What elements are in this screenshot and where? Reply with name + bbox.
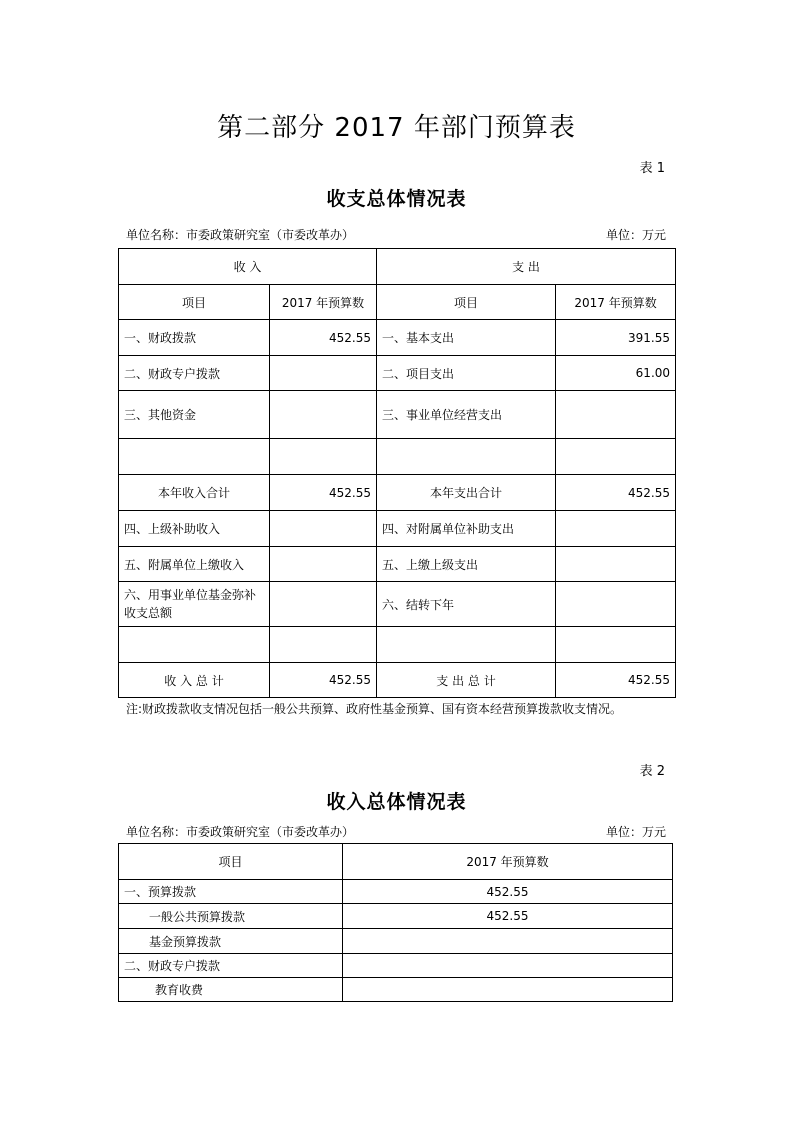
table-row (119, 547, 676, 582)
summary-value (343, 978, 673, 1002)
item-header: 项目 (119, 844, 343, 880)
table-row (119, 475, 676, 511)
income-value (270, 547, 377, 582)
expense-value (556, 391, 676, 439)
table-row (119, 356, 676, 391)
income-value (270, 356, 377, 391)
income-item: 三、其他资金 (119, 391, 270, 439)
summary-item: 教育收费 (119, 978, 343, 1002)
table2-label: 表 2 (639, 764, 665, 779)
income-expense-table (118, 248, 676, 698)
income-item: 二、财政专户拨款 (119, 356, 270, 391)
summary-value: 452.55 (343, 880, 673, 904)
expense-total-value: 452.55 (556, 663, 676, 698)
income-item: 六、用事业单位基金弥补收支总额 (119, 582, 270, 627)
income-budget-header: 2017 年预算数 (270, 285, 377, 320)
summary-item: 二、财政专户拨款 (119, 954, 343, 978)
summary-item: 一般公共预算拨款 (119, 904, 343, 929)
table-row (119, 391, 676, 439)
table-row (119, 929, 673, 954)
expense-value (556, 582, 676, 627)
expense-value (556, 547, 676, 582)
expense-header: 支 出 (377, 249, 676, 285)
income-value (270, 582, 377, 627)
expense-value: 391.55 (556, 320, 676, 356)
table1-unit: 单位：万元 (605, 228, 666, 242)
expense-subtotal-label: 本年支出合计 (377, 475, 556, 511)
expense-item: 六、结转下年 (377, 582, 556, 627)
expense-subtotal-value: 452.55 (556, 475, 676, 511)
income-item: 四、上级补助收入 (119, 511, 270, 547)
table-row (119, 978, 673, 1002)
expense-item: 三、事业单位经营支出 (377, 391, 556, 439)
table1-label: 表 1 (639, 161, 665, 176)
income-item (119, 627, 270, 663)
income-item: 五、附属单位上缴收入 (119, 547, 270, 582)
income-subtotal-value: 452.55 (270, 475, 377, 511)
table-row (119, 904, 673, 929)
table-row (119, 627, 676, 663)
summary-value (343, 929, 673, 954)
table2-title: 收入总体情况表 (326, 791, 467, 813)
income-value (270, 439, 377, 475)
expense-item-header: 项目 (377, 285, 556, 320)
table1-unit-name: 单位名称：市委政策研究室（市委改革办） (126, 228, 355, 242)
income-item (119, 439, 270, 475)
expense-value (556, 511, 676, 547)
expense-value (556, 627, 676, 663)
income-value: 452.55 (270, 320, 377, 356)
income-subtotal-label: 本年收入合计 (119, 475, 270, 511)
expense-value (556, 439, 676, 475)
income-total-label: 收 入 总 计 (119, 663, 270, 698)
expense-total-label: 支 出 总 计 (377, 663, 556, 698)
expense-item: 四、对附属单位补助支出 (377, 511, 556, 547)
table-row (119, 439, 676, 475)
table-row (119, 954, 673, 978)
income-summary-table (118, 843, 673, 1002)
expense-item: 二、项目支出 (377, 356, 556, 391)
expense-value: 61.00 (556, 356, 676, 391)
table2-unit-name: 单位名称：市委政策研究室（市委改革办） (126, 825, 355, 839)
expense-item: 五、上缴上级支出 (377, 547, 556, 582)
table1-note: 注:财政拨款收支情况包括一般公共预算、政府性基金预算、国有资本经营预算拨款收支情况。 (126, 702, 623, 716)
income-item: 一、财政拨款 (119, 320, 270, 356)
income-value (270, 391, 377, 439)
summary-value (343, 954, 673, 978)
income-total-value: 452.55 (270, 663, 377, 698)
expense-item: 一、基本支出 (377, 320, 556, 356)
budget-header: 2017 年预算数 (343, 844, 673, 880)
summary-value: 452.55 (343, 904, 673, 929)
table2-unit: 单位：万元 (605, 825, 666, 839)
table1-title: 收支总体情况表 (326, 188, 467, 210)
table-row (119, 582, 676, 627)
income-value (270, 511, 377, 547)
income-value (270, 627, 377, 663)
income-item-header: 项目 (119, 285, 270, 320)
table-row (119, 511, 676, 547)
expense-item (377, 627, 556, 663)
summary-item: 一、预算拨款 (119, 880, 343, 904)
table-row (119, 663, 676, 698)
table-row (119, 320, 676, 356)
expense-item (377, 439, 556, 475)
table-row (119, 880, 673, 904)
summary-item: 基金预算拨款 (119, 929, 343, 954)
page-title: 第二部分 2017 年部门预算表 (217, 113, 576, 143)
expense-budget-header: 2017 年预算数 (556, 285, 676, 320)
income-header: 收 入 (119, 249, 377, 285)
